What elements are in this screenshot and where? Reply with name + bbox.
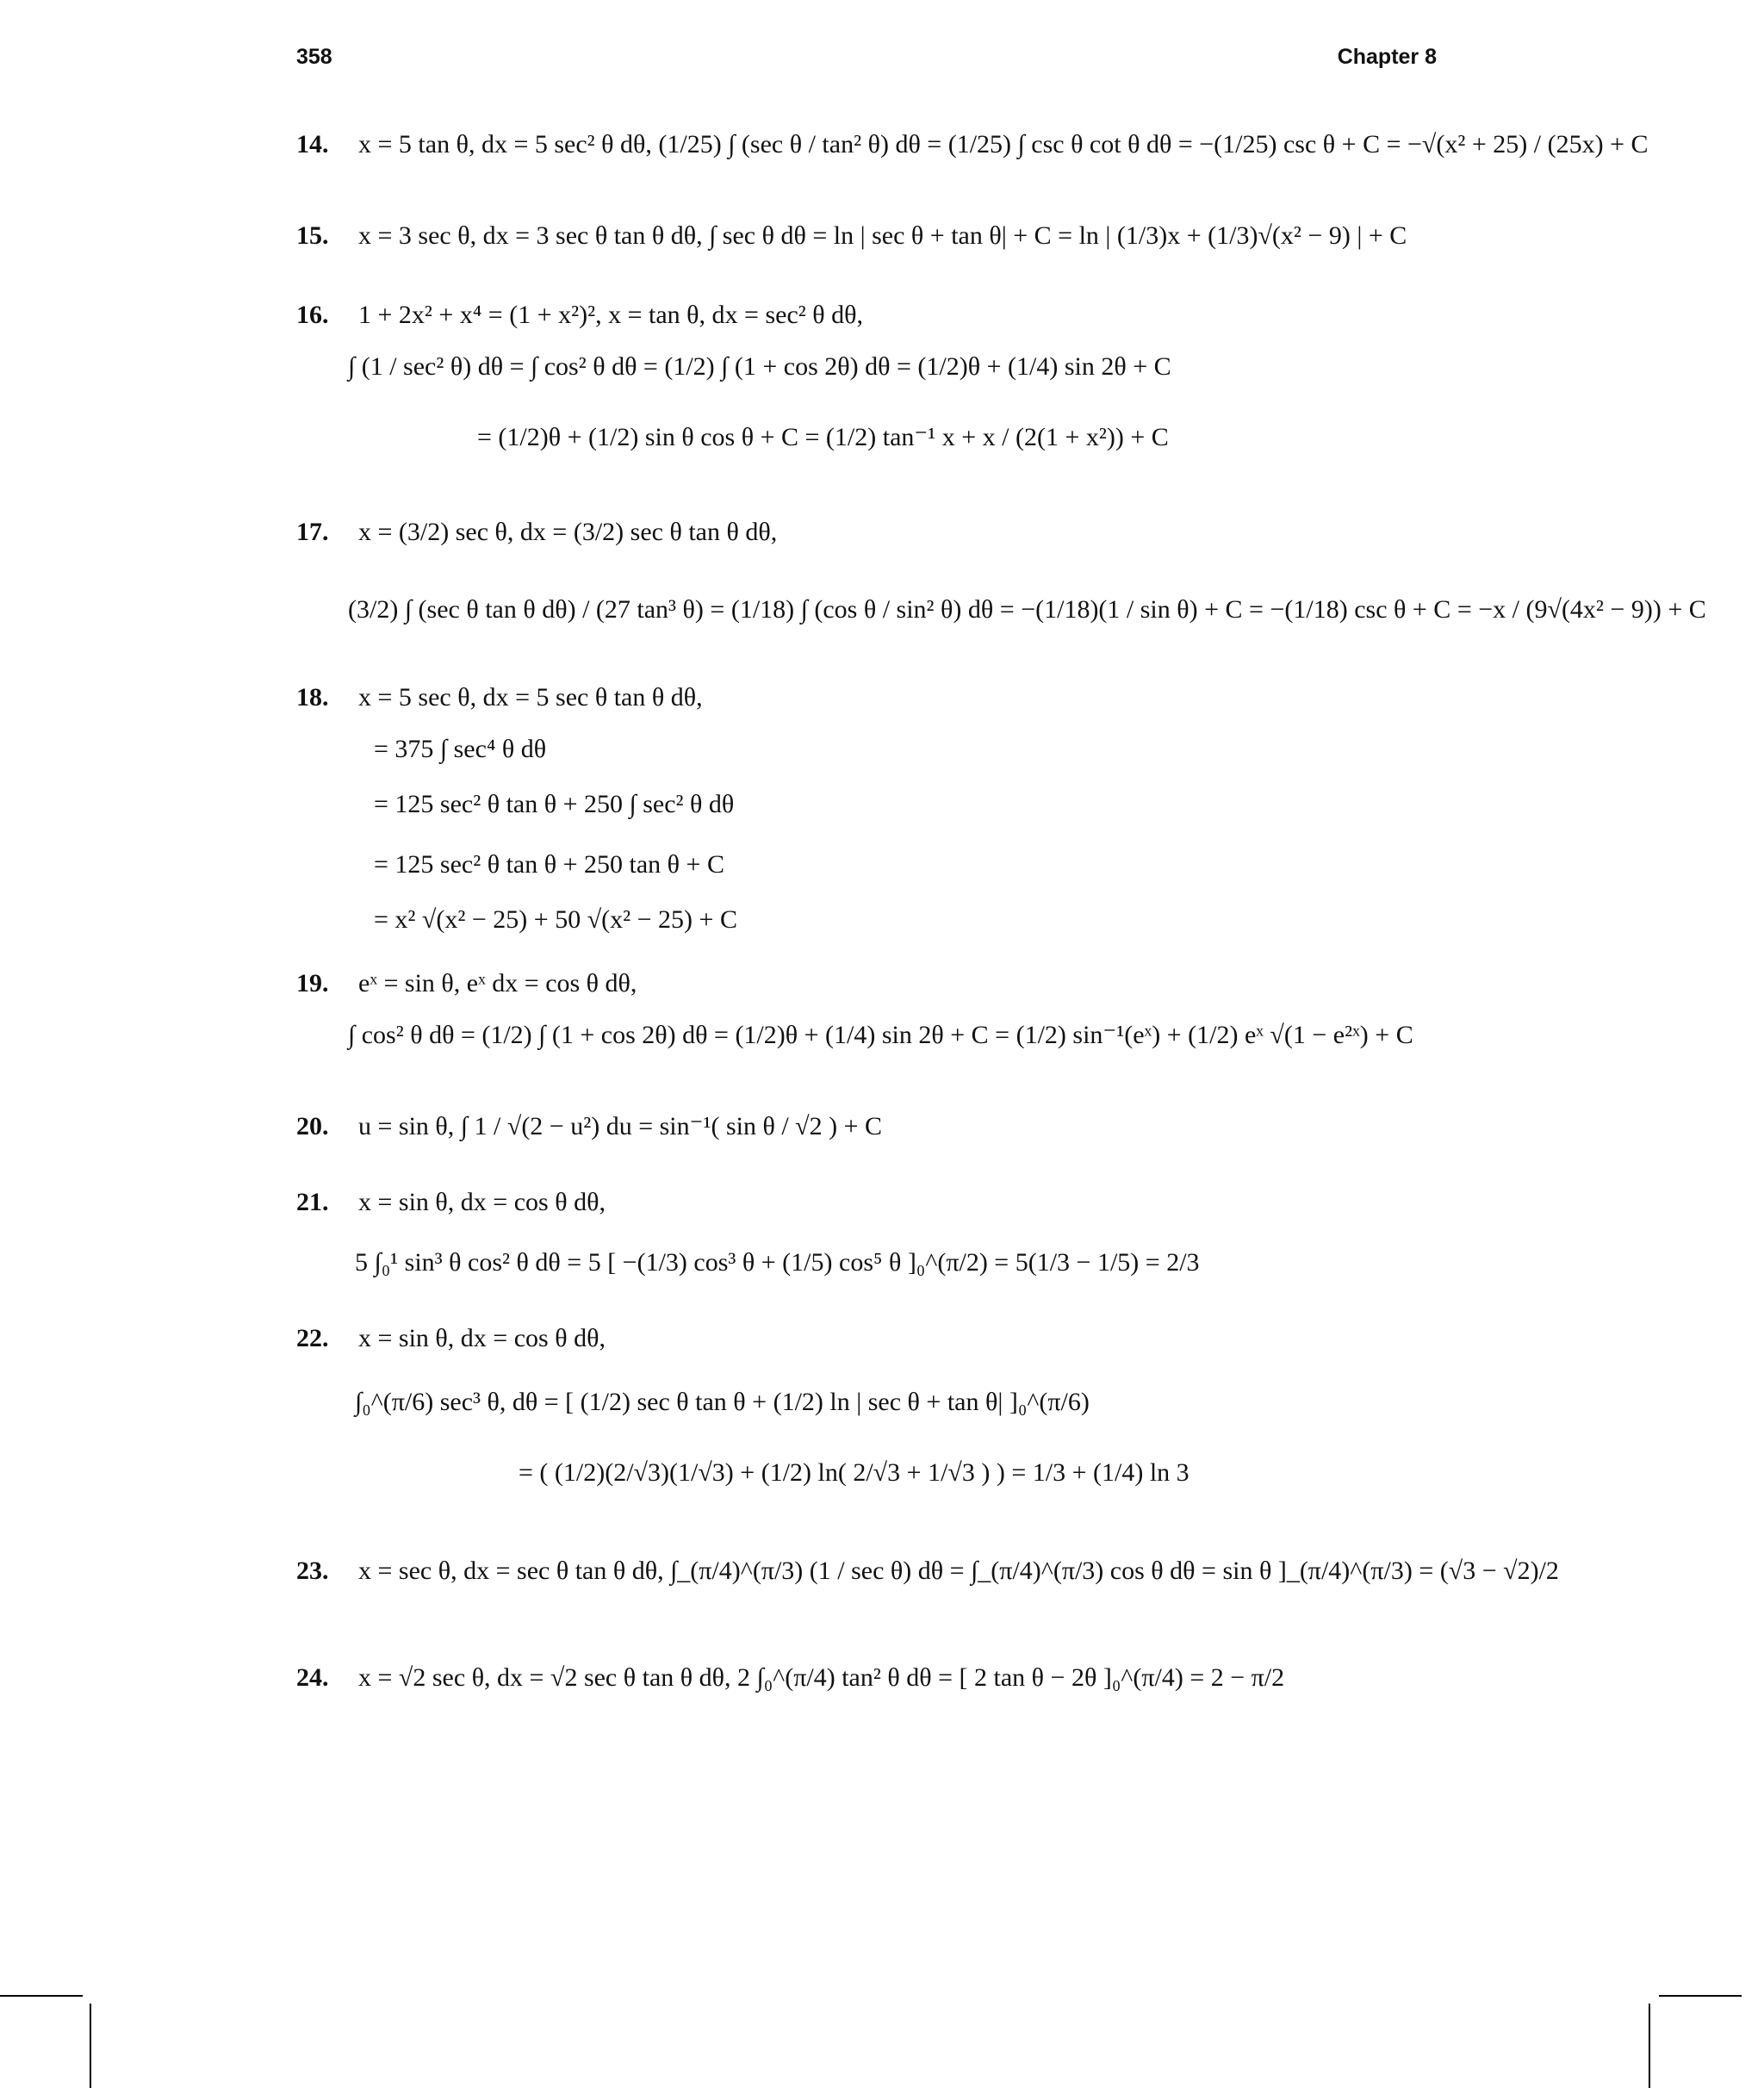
crop-mark-left-horizontal [0, 1995, 83, 1997]
crop-mark-right-vertical [1649, 2004, 1650, 2088]
problem-number: 16. [296, 301, 329, 329]
crop-mark-right-horizontal [1659, 1995, 1742, 1997]
equation-line: x = 5 sec θ, dx = 5 sec θ tan θ dθ, [358, 683, 703, 712]
equation-line: = (1/2)θ + (1/2) sin θ cos θ + C = (1/2) tan⁻¹ x + x / (2(1 + x²)) + C [477, 423, 1169, 451]
problem-number: 14. [296, 130, 329, 158]
equation-line: 1 + 2x² + x⁴ = (1 + x²)², x = tan θ, dx = sec² θ dθ, [358, 301, 863, 329]
equation-line: ∫ cos² θ dθ = (1/2) ∫ (1 + cos 2θ) dθ = (1/2)θ + (1/4) sin 2θ + C = (1/2) sin⁻¹(eˣ) + (1/2) eˣ √(1 − e²ˣ) + C [348, 1021, 1413, 1049]
equation-line: = ( (1/2)(2/√3)(1/√3) + (1/2) ln( 2/√3 + 1/√3 ) ) = 1/3 + (1/4) ln 3 [519, 1458, 1189, 1487]
equation-line: ∫₀^(π/6) sec³ θ, dθ = [ (1/2) sec θ tan θ + (1/2) ln | sec θ + tan θ| ]₀^(π/6) [355, 1388, 1090, 1416]
problem-number: 17. [296, 518, 329, 546]
problem-number: 20. [296, 1112, 329, 1140]
problem-number: 24. [296, 1663, 329, 1692]
crop-mark-left-vertical [90, 2004, 91, 2088]
equation-line: u = sin θ, ∫ 1 / √(2 − u²) du = sin⁻¹( sin θ / √2 ) + C [358, 1112, 883, 1140]
equation-line: x = sec θ, dx = sec θ tan θ dθ, ∫_(π/4)^(π/3) (1 / sec θ) dθ = ∫_(π/4)^(π/3) cos θ dθ = sin θ ]_(π/4)^(π/3) = (√3 − √2)/2 [358, 1557, 1559, 1585]
equation-line: x = sin θ, dx = cos θ dθ, [358, 1188, 606, 1216]
equation-line: (3/2) ∫ (sec θ tan θ dθ) / (27 tan³ θ) = (1/18) ∫ (cos θ / sin² θ) dθ = −(1/18)(1 / sin θ) + C = −(1/18) csc θ + C = −x / (9√(4x² − 9)) + C [348, 595, 1706, 624]
page-number: 358 [296, 45, 332, 69]
equation-line: = 125 sec² θ tan θ + 250 ∫ sec² θ dθ [374, 790, 735, 818]
equation-line: = 125 sec² θ tan θ + 250 tan θ + C [374, 850, 724, 879]
equation-line: x = √2 sec θ, dx = √2 sec θ tan θ dθ, 2 ∫₀^(π/4) tan² θ dθ = [ 2 tan θ − 2θ ]₀^(π/4) = 2 − π/2 [358, 1663, 1285, 1692]
problem-number: 15. [296, 221, 329, 250]
equation-line: eˣ = sin θ, eˣ dx = cos θ dθ, [358, 969, 637, 997]
problem-number: 22. [296, 1324, 329, 1352]
problem-number: 19. [296, 969, 329, 997]
equation-line: = 375 ∫ sec⁴ θ dθ [374, 735, 547, 763]
equation-line: x = 5 tan θ, dx = 5 sec² θ dθ, (1/25) ∫ (sec θ / tan² θ) dθ = (1/25) ∫ csc θ cot θ dθ = −(1/25) csc θ + C = −√(x² + 25) / (25x) + C [358, 130, 1649, 158]
equation-line: ∫ (1 / sec² θ) dθ = ∫ cos² θ dθ = (1/2) ∫ (1 + cos 2θ) dθ = (1/2)θ + (1/4) sin 2θ + C [348, 352, 1171, 381]
problem-number: 21. [296, 1188, 329, 1216]
equation-line: x = sin θ, dx = cos θ dθ, [358, 1324, 606, 1352]
equation-line: x = 3 sec θ, dx = 3 sec θ tan θ dθ, ∫ sec θ dθ = ln | sec θ + tan θ| + C = ln | (1/3)x + (1/3)√(x² − 9) | + C [358, 221, 1407, 250]
problem-number: 18. [296, 683, 329, 712]
problem-number: 23. [296, 1557, 329, 1585]
equation-line: = x² √(x² − 25) + 50 √(x² − 25) + C [374, 905, 737, 934]
equation-line: 5 ∫₀¹ sin³ θ cos² θ dθ = 5 [ −(1/3) cos³ θ + (1/5) cos⁵ θ ]₀^(π/2) = 5(1/3 − 1/5) = 2/3 [355, 1248, 1200, 1277]
chapter-title: Chapter 8 [1337, 45, 1437, 69]
equation-line: x = (3/2) sec θ, dx = (3/2) sec θ tan θ dθ, [358, 518, 778, 546]
